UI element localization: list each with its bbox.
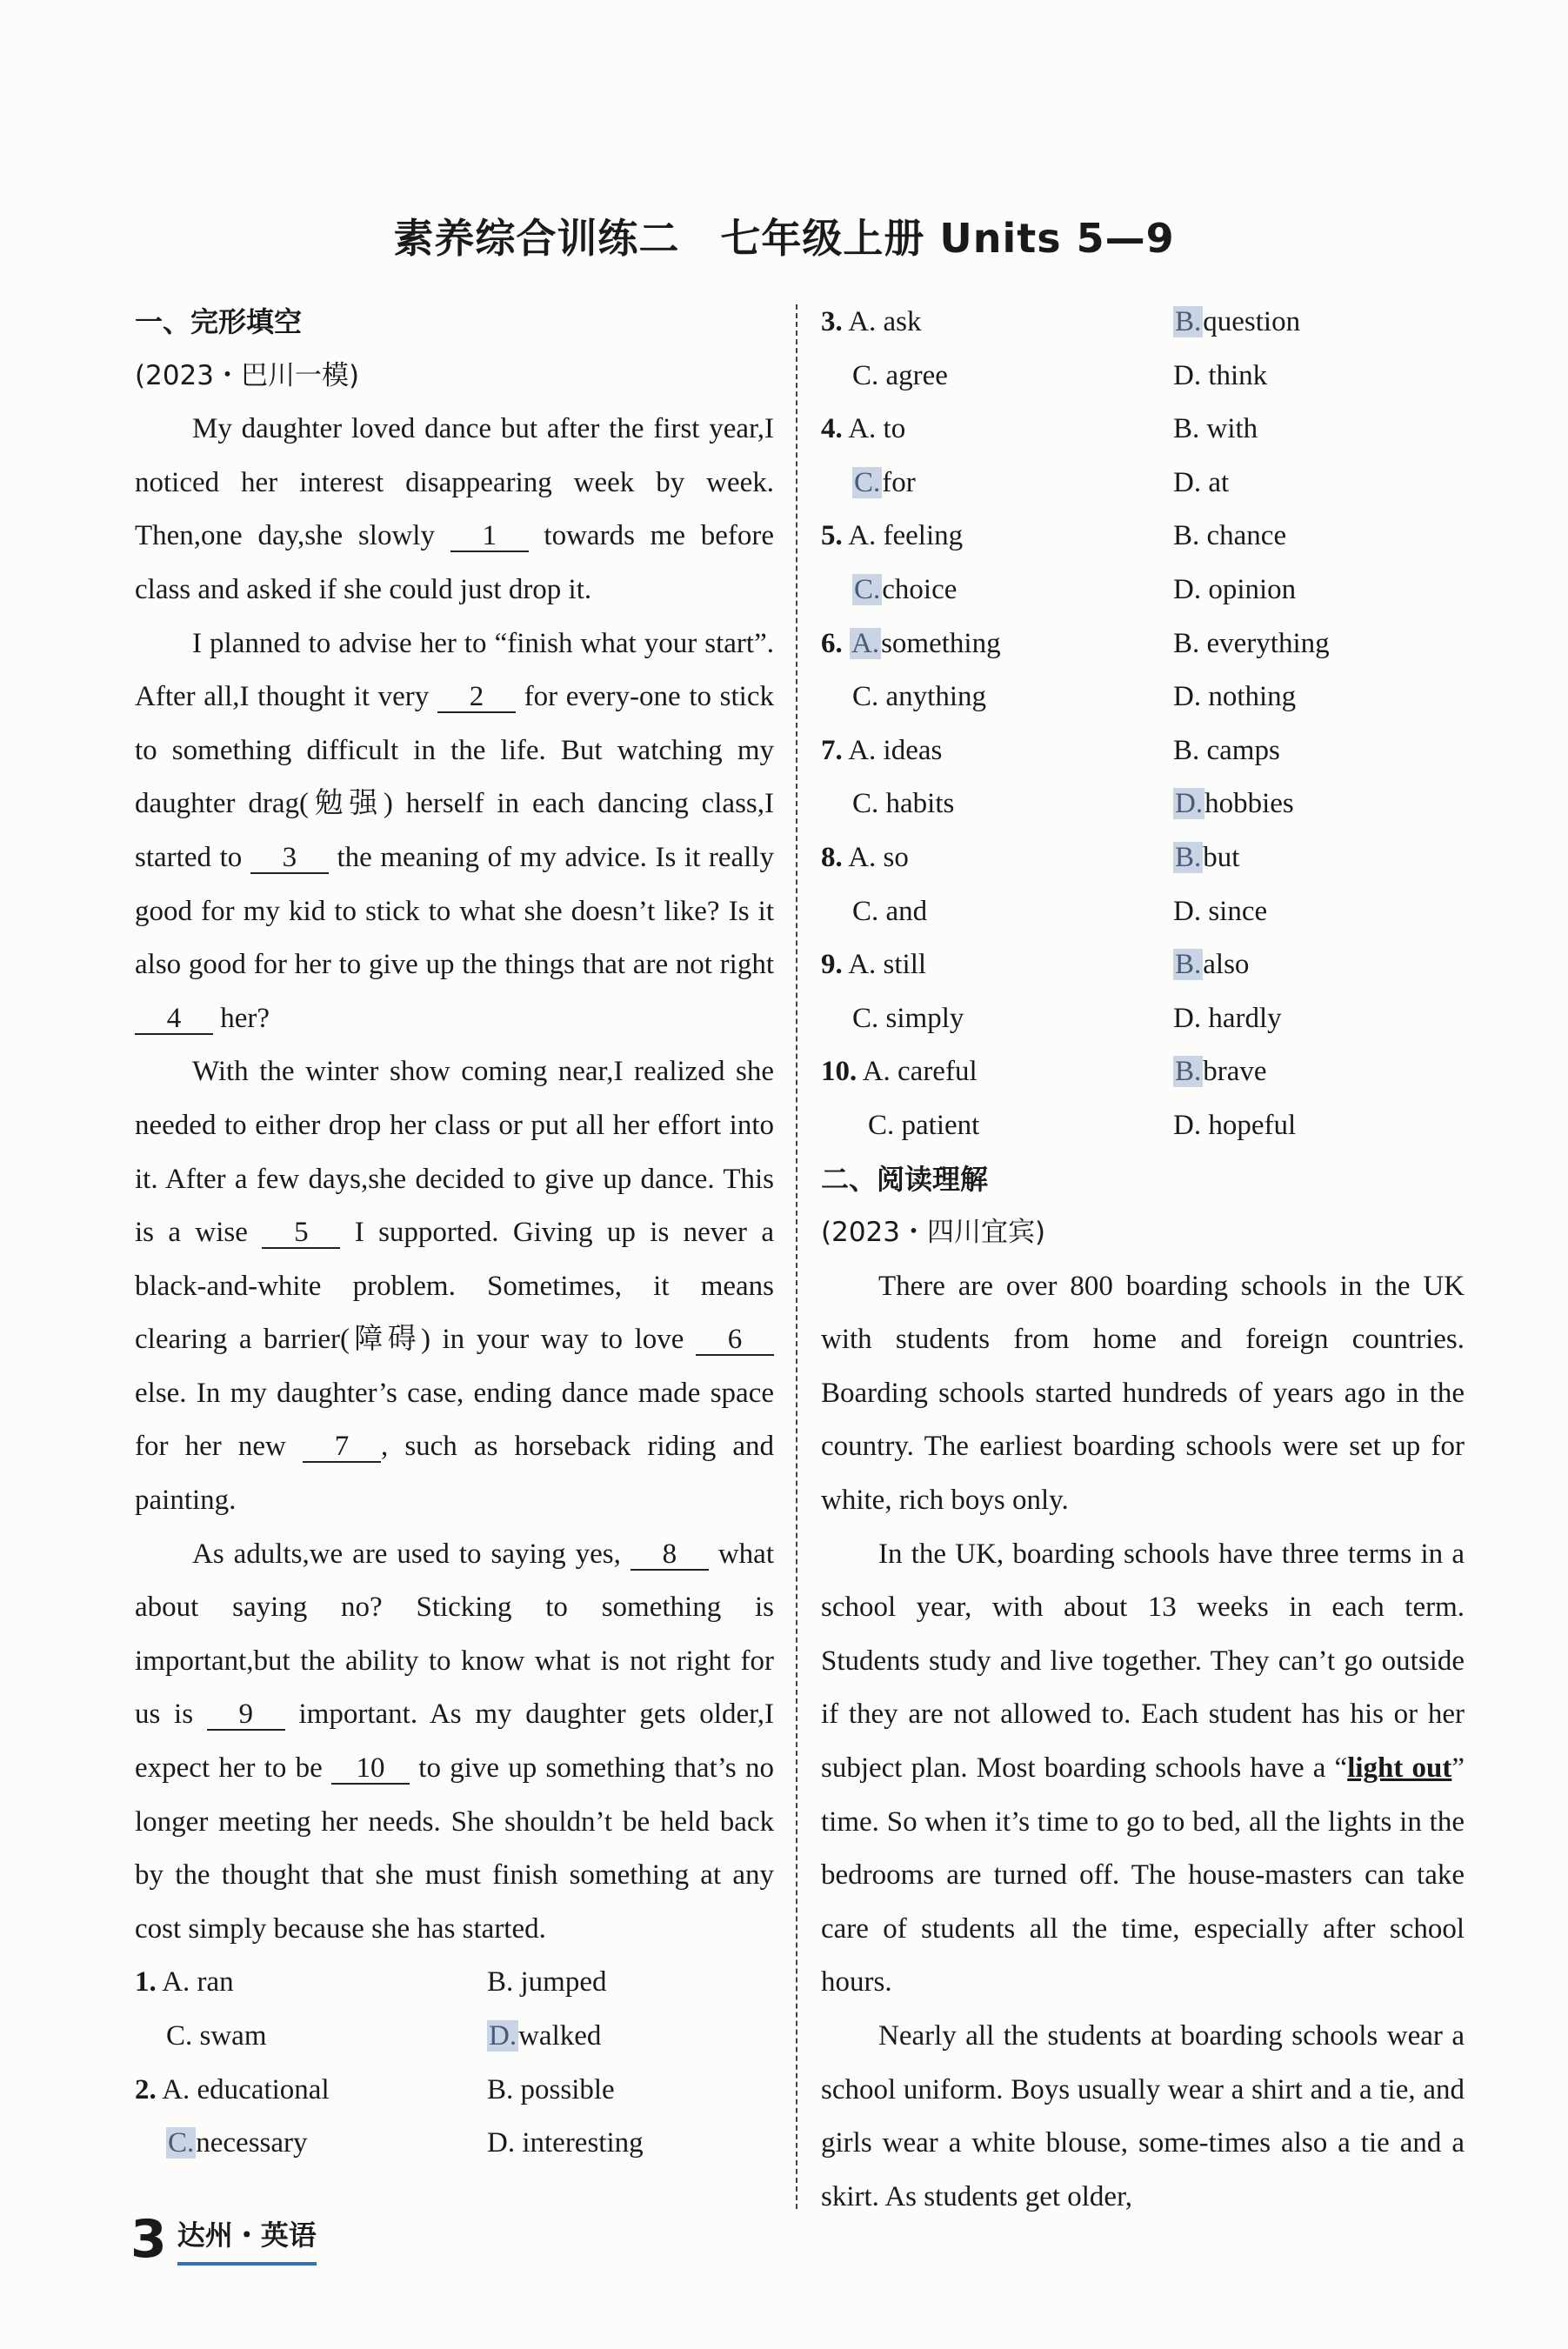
cloze-blank: 8 <box>631 1539 709 1571</box>
option-b: B.brave <box>1175 1056 1267 1088</box>
cloze-blank: 1 <box>450 521 529 552</box>
option-cell <box>135 2117 487 2171</box>
option-c: C.for <box>854 466 916 498</box>
option-cell <box>1173 403 1258 457</box>
option-cell <box>1173 1045 1267 1099</box>
right-column <box>821 296 1465 2224</box>
option-b: B. possible <box>487 2073 615 2105</box>
option-b: B. camps <box>1173 734 1280 766</box>
reading-source: (2023・四川宜宾) <box>821 1217 1046 1249</box>
option-a: A. educational <box>162 2073 330 2105</box>
option-a: A. ideas <box>848 734 943 766</box>
option-cell <box>487 2010 601 2064</box>
option-a: A. so <box>848 841 909 873</box>
option-cell <box>1173 1099 1296 1153</box>
question-row <box>135 1956 774 2010</box>
answer-mark: B. <box>1175 949 1202 981</box>
option-cell <box>1173 671 1296 724</box>
option-cell <box>821 350 1173 404</box>
cloze-text: important. As my daughter gets older,I expect her to be <box>135 1698 774 1785</box>
question-number: 5. <box>821 520 843 552</box>
answer-mark: C. <box>854 573 881 605</box>
option-b: B.question <box>1175 306 1301 337</box>
option-cell <box>135 2010 487 2064</box>
question-number: 8. <box>821 841 843 873</box>
answer-mark: B. <box>1175 841 1202 873</box>
question-row <box>135 2010 774 2064</box>
option-cell <box>1173 296 1300 350</box>
page-footer <box>130 2209 317 2270</box>
option-cell <box>821 617 1173 671</box>
option-cell <box>487 1956 607 2010</box>
cloze-source: (2023・巴川一模) <box>135 359 360 391</box>
answer-mark: C. <box>168 2127 195 2159</box>
cloze-paragraph <box>135 1045 774 1527</box>
option-d: D. opinion <box>1173 573 1297 605</box>
question-row <box>821 992 1465 1046</box>
question-row <box>135 2117 774 2171</box>
cloze-text: I planned to advise her to “finish what your start”. After all,I thought it very <box>135 627 774 713</box>
option-b: B.but <box>1175 841 1240 873</box>
option-cell <box>821 724 1173 778</box>
cloze-heading: 一、完形填空 <box>135 305 303 338</box>
option-cell <box>1173 885 1267 939</box>
option-cell <box>1173 777 1294 831</box>
question-number: 4. <box>821 413 843 445</box>
option-d: D. think <box>1173 359 1268 391</box>
option-a: A. still <box>848 949 927 981</box>
cloze-blank: 3 <box>250 843 329 874</box>
option-d: D. hardly <box>1173 1002 1282 1034</box>
option-cell <box>1173 457 1229 511</box>
option-cell <box>1173 724 1280 778</box>
option-cell <box>821 831 1173 885</box>
option-c: C.necessary <box>168 2127 308 2159</box>
page-number: 3 <box>130 2209 167 2270</box>
question-row <box>821 831 1465 885</box>
option-cell <box>821 1045 1173 1099</box>
option-b: B. chance <box>1173 520 1287 552</box>
option-cell <box>135 2064 487 2118</box>
cloze-text: , such as horseback riding and painting. <box>135 1431 775 1517</box>
cloze-blank: 4 <box>135 1004 213 1035</box>
cloze-blank: 10 <box>331 1753 410 1785</box>
question-row <box>821 938 1465 992</box>
option-cell <box>821 938 1173 992</box>
option-cell <box>821 457 1173 511</box>
option-cell <box>821 564 1173 617</box>
option-cell <box>1173 617 1330 671</box>
question-row <box>821 564 1465 617</box>
cloze-text: her? <box>213 1002 270 1034</box>
option-b: B. jumped <box>487 1966 607 1999</box>
option-c: C. and <box>852 895 928 927</box>
option-a: A.something <box>851 627 1001 659</box>
answer-mark: A. <box>851 627 880 659</box>
question-number: 7. <box>821 734 843 766</box>
question-row <box>821 724 1465 778</box>
option-cell <box>1173 831 1239 885</box>
question-row <box>821 617 1465 671</box>
answer-mark: B. <box>1175 306 1202 337</box>
reading-text: In the UK, boarding schools have three terms in a school year, with about 13 weeks in each term. Students study and live together. They can’t go outside if they are not allowed to. Each student has his or her subject plan. Most boarding schools have a “ <box>821 1538 1465 1785</box>
option-c: C. agree <box>852 359 948 391</box>
option-cell <box>1173 992 1282 1046</box>
option-b: B. everything <box>1173 627 1330 659</box>
question-number: 6. <box>821 627 843 659</box>
option-c: C. patient <box>868 1109 980 1141</box>
option-cell <box>1173 510 1286 564</box>
cloze-blank: 7 <box>303 1431 381 1463</box>
cloze-text: With the winter show coming near,I realized she needed to either drop her class or put all her effort into it. After a few days,she decided to give up dance. This is a wise <box>135 1056 774 1249</box>
option-cell <box>821 403 1173 457</box>
answer-mark: C. <box>854 466 881 498</box>
question-number: 1. <box>135 1966 157 1999</box>
cloze-blank: 6 <box>696 1325 774 1356</box>
question-row <box>135 2064 774 2118</box>
option-a: A. to <box>848 413 906 445</box>
answer-mark: B. <box>1175 1056 1202 1088</box>
cloze-paragraph <box>135 617 774 1046</box>
option-d: D. hopeful <box>1173 1109 1297 1141</box>
option-c: C. swam <box>166 2020 267 2052</box>
question-number: 9. <box>821 949 843 981</box>
option-cell <box>821 992 1173 1046</box>
answer-mark: D. <box>1175 788 1204 820</box>
cloze-blank: 5 <box>262 1218 340 1249</box>
cloze-text: towards me before class and asked if she could just drop it. <box>135 520 774 605</box>
option-a: A. ran <box>162 1966 234 1999</box>
question-row <box>821 885 1465 939</box>
option-d: D. since <box>1173 895 1268 927</box>
cloze-text: As adults,we are used to saying yes, <box>192 1538 631 1570</box>
option-d: D. interesting <box>487 2127 644 2159</box>
option-b: B.also <box>1175 949 1250 981</box>
option-c: C. habits <box>852 788 955 820</box>
question-row <box>821 296 1465 350</box>
reading-heading: 二、阅读理解 <box>821 1162 989 1196</box>
cloze-blank: 2 <box>437 682 516 713</box>
question-number: 10. <box>821 1056 857 1088</box>
option-d: D. nothing <box>1173 681 1297 713</box>
question-row <box>821 777 1465 831</box>
cloze-blank: 9 <box>207 1699 285 1731</box>
footer-label: 达州・英语 <box>177 2213 317 2266</box>
option-cell <box>821 510 1173 564</box>
cloze-text: what about saying no? Sticking to something is important,but the ability to know what is not right for us is <box>135 1538 774 1731</box>
option-cell <box>1173 564 1296 617</box>
option-cell <box>487 2064 615 2118</box>
question-number: 3. <box>821 306 843 337</box>
column-divider <box>796 304 797 2209</box>
cloze-text: I supported. Giving up is never a black-and-white problem. Sometimes, it means clearing a barrier(障碍) in your way to love <box>135 1217 774 1356</box>
option-cell <box>821 885 1173 939</box>
question-row <box>821 510 1465 564</box>
question-list-right <box>821 296 1465 1153</box>
page-title: 素养综合训练二 七年级上册 Units 5—9 <box>393 215 1175 262</box>
question-row <box>821 671 1465 724</box>
option-cell <box>135 1956 487 2010</box>
cloze-text: else. In my daughter’s case, ending dance made space for her new <box>135 1377 774 1463</box>
option-a: A. feeling <box>848 520 964 552</box>
option-c: C.choice <box>854 573 957 605</box>
option-cell <box>1173 938 1249 992</box>
cloze-text: My daughter loved dance but after the first year,I noticed her interest disappearing week by week. Then,one day,she slowly <box>135 413 774 552</box>
question-row <box>821 457 1465 511</box>
cloze-paragraph <box>135 403 774 617</box>
question-row <box>821 403 1465 457</box>
option-b: B. with <box>1173 413 1258 445</box>
option-cell <box>821 1099 1173 1153</box>
light-out-term: light out <box>1347 1752 1452 1785</box>
cloze-text: to give up something that’s no longer meeting her needs. She shouldn’t be held back by the thought that she must finish something at any cost simply because she has started. <box>135 1752 774 1945</box>
reading-paragraph: There are over 800 boarding schools in the UK with students from home and foreign countries. Boarding schools started hundreds of years ago in the country. The earliest boarding schools were set up for white, rich boys only. <box>821 1270 1465 1517</box>
option-d: D.hobbies <box>1175 788 1294 820</box>
cloze-passage <box>135 403 774 1956</box>
option-a: A. careful <box>862 1056 977 1088</box>
cloze-text: the meaning of my advice. Is it really good for my kid to stick to what she doesn’t like? Is it also good for her to give up the things that are not right <box>135 841 774 981</box>
option-d: D.walked <box>489 2020 602 2052</box>
option-c: C. anything <box>852 681 986 713</box>
reading-paragraph: Nearly all the students at boarding schools wear a school uniform. Boys usually wear a shirt and a tie, and girls wear a white blouse, some-times also a tie and a skirt. As students get older, <box>821 2020 1465 2212</box>
left-column <box>135 296 774 2171</box>
option-cell <box>821 296 1173 350</box>
cloze-paragraph <box>135 1528 774 1957</box>
answer-mark: D. <box>489 2020 517 2052</box>
reading-paragraph <box>821 1528 1465 2010</box>
question-list-left <box>135 1956 774 2170</box>
question-row <box>821 350 1465 404</box>
option-cell <box>821 671 1173 724</box>
reading-text: ” time. So when it’s time to go to bed, all the lights in the bedrooms are turned off. The house-masters can take care of students all the time, especially after school hours. <box>821 1752 1465 1999</box>
question-row <box>821 1099 1465 1153</box>
option-cell <box>821 777 1173 831</box>
question-number: 2. <box>135 2073 157 2105</box>
option-d: D. at <box>1173 466 1230 498</box>
question-row <box>821 1045 1465 1099</box>
option-a: A. ask <box>848 306 922 337</box>
cloze-text: for every-one to stick to something difficult in the life. But watching my daughter drag(勉强) herself in each dancing class,I started to <box>135 681 774 873</box>
option-c: C. simply <box>852 1002 964 1034</box>
option-cell <box>487 2117 644 2171</box>
option-cell <box>1173 350 1267 404</box>
